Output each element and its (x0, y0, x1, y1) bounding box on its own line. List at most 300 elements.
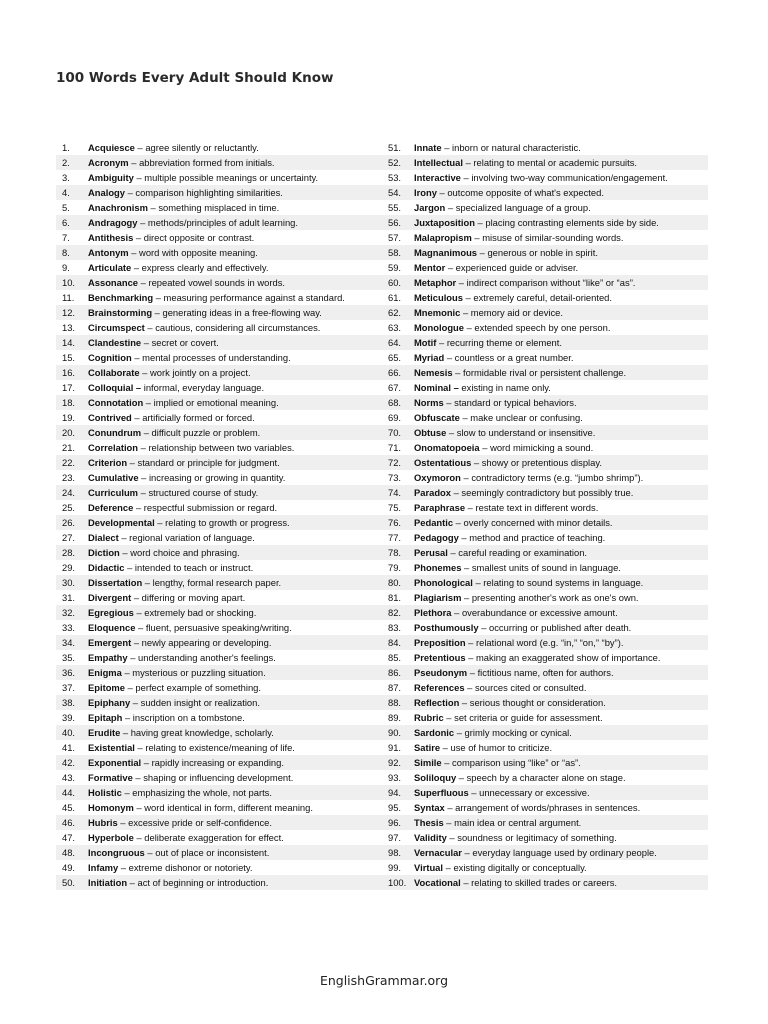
item-term: Exponential (88, 757, 142, 768)
item-definition: – sudden insight or realization. (130, 697, 260, 708)
item-term: Syntax (414, 802, 445, 813)
list-item (382, 815, 708, 830)
item-term: Incongruous (88, 847, 145, 858)
item-number: 71. (388, 442, 402, 453)
list-item (382, 440, 708, 455)
item-term: Diction (88, 547, 120, 558)
item-number: 85. (388, 652, 402, 663)
list-item (382, 140, 708, 155)
item-definition: informal, everyday language. (141, 382, 265, 393)
item-number: 69. (388, 412, 402, 423)
item-definition: – indirect comparison without “like” or “as”. (456, 277, 636, 288)
item-definition: – understanding another's feelings. (127, 652, 276, 663)
item-term: Motif (414, 337, 437, 348)
item-term: Criterion (88, 457, 128, 468)
list-item (56, 620, 382, 635)
item-number: 83. (388, 622, 402, 633)
list-item (56, 215, 382, 230)
item-term: Andragogy (88, 217, 138, 228)
item-term: Jargon (414, 202, 446, 213)
list-item (382, 260, 708, 275)
item-term: Paraphrase (414, 502, 466, 513)
item-number: 51. (388, 142, 402, 153)
item-number: 61. (388, 292, 402, 303)
item-number: 47. (62, 832, 76, 843)
list-item (56, 185, 382, 200)
list-item (56, 230, 382, 245)
list-item (382, 185, 708, 200)
list-item (382, 155, 708, 170)
list-item (382, 500, 708, 515)
list-item (56, 365, 382, 380)
item-term: Obfuscate (414, 412, 460, 423)
item-definition: – relating to existence/meaning of life. (134, 742, 295, 753)
item-term: Curriculum (88, 487, 139, 498)
item-number: 57. (388, 232, 402, 243)
list-item (56, 590, 382, 605)
item-term: Circumspect (88, 322, 145, 333)
item-term: Deference (88, 502, 134, 513)
item-definition: – intended to teach or instruct. (124, 562, 254, 573)
item-number: 53. (388, 172, 402, 183)
item-number: 75. (388, 502, 402, 513)
item-term: Metaphor (414, 277, 457, 288)
list-item (56, 515, 382, 530)
item-definition: – act of beginning or introduction. (127, 877, 269, 888)
item-number: 25. (62, 502, 76, 513)
list-item (382, 470, 708, 485)
list-item (382, 485, 708, 500)
item-term: Colloquial – (88, 382, 142, 393)
item-term: Phonemes (414, 562, 462, 573)
item-definition: – misuse of similar-sounding words. (471, 232, 624, 243)
item-number: 55. (388, 202, 402, 213)
item-definition: – countless or a great number. (444, 352, 574, 363)
item-term: Preposition (414, 637, 466, 648)
item-term: Paradox (414, 487, 451, 498)
item-definition: – extremely bad or shocking. (133, 607, 257, 618)
item-term: Interactive (414, 172, 461, 183)
item-number: 96. (388, 817, 402, 828)
list-item (56, 875, 382, 890)
list-item (382, 620, 708, 635)
item-definition: – regional variation of language. (118, 532, 255, 543)
item-number: 91. (388, 742, 402, 753)
item-term: Epitome (88, 682, 125, 693)
list-item (382, 785, 708, 800)
word-list-right (382, 140, 708, 890)
item-term: Acquiesce (88, 142, 135, 153)
item-number: 42. (62, 757, 76, 768)
item-number: 16. (62, 367, 76, 378)
item-number: 12. (62, 307, 76, 318)
item-number: 74. (388, 487, 402, 498)
list-item (382, 245, 708, 260)
item-term: Correlation (88, 442, 139, 453)
item-number: 67. (388, 382, 402, 393)
list-item (382, 800, 708, 815)
item-number: 33. (62, 622, 76, 633)
item-term: Reflection (414, 697, 460, 708)
item-term: Posthumously (414, 622, 479, 633)
item-term: Vernacular (414, 847, 462, 858)
item-term: Empathy (88, 652, 128, 663)
item-definition: – comparison using “like” or “as”. (441, 757, 581, 768)
list-item (56, 785, 382, 800)
item-definition: – relating to growth or progress. (154, 517, 290, 528)
list-item (382, 170, 708, 185)
item-number: 43. (62, 772, 76, 783)
list-item (56, 560, 382, 575)
item-definition: – making an exaggerated show of importance. (465, 652, 661, 663)
item-term: Erudite (88, 727, 121, 738)
item-definition: – relating to mental or academic pursuits. (462, 157, 638, 168)
item-term: Enigma (88, 667, 122, 678)
item-number: 90. (388, 727, 402, 738)
item-term: Rubric (414, 712, 444, 723)
item-number: 88. (388, 697, 402, 708)
item-number: 97. (388, 832, 402, 843)
item-definition: – contradictory terms (e.g. “jumbo shrimp”). (460, 472, 644, 483)
page-title: 100 Words Every Adult Should Know (56, 70, 334, 86)
list-item (382, 425, 708, 440)
list-item (56, 800, 382, 815)
item-number: 31. (62, 592, 76, 603)
item-number: 94. (388, 787, 402, 798)
list-item (56, 680, 382, 695)
item-term: Validity (414, 832, 447, 843)
item-definition: – set criteria or guide for assessment. (443, 712, 603, 723)
item-definition: – relating to skilled trades or careers. (460, 877, 618, 888)
item-definition: – formidable rival or persistent challenge. (452, 367, 627, 378)
list-item (382, 560, 708, 575)
item-definition: – relationship between two variables. (138, 442, 295, 453)
item-term: Epitaph (88, 712, 123, 723)
list-item (382, 770, 708, 785)
list-item (56, 710, 382, 725)
item-definition: – restate text in different words. (465, 502, 599, 513)
item-definition: – something misplaced in time. (147, 202, 280, 213)
item-term: Initiation (88, 877, 128, 888)
list-item (56, 830, 382, 845)
item-number: 30. (62, 577, 76, 588)
item-number: 63. (388, 322, 402, 333)
item-definition: – differing or moving apart. (131, 592, 246, 603)
item-number: 21. (62, 442, 76, 453)
list-item (56, 470, 382, 485)
item-term: Benchmarking (88, 292, 154, 303)
item-definition: – serious thought or consideration. (459, 697, 606, 708)
item-term: Analogy (88, 187, 125, 198)
list-item (56, 290, 382, 305)
item-term: Plagiarism (414, 592, 462, 603)
list-item (56, 605, 382, 620)
item-term: Pedagogy (414, 532, 459, 543)
item-term: Collaborate (88, 367, 140, 378)
item-definition: – standard or typical behaviors. (443, 397, 577, 408)
item-term: Assonance (88, 277, 139, 288)
item-definition: – make unclear or confusing. (459, 412, 583, 423)
item-number: 10. (62, 277, 76, 288)
item-definition: – existing digitally or conceptually. (443, 862, 587, 873)
item-definition: – comparison highlighting similarities. (124, 187, 283, 198)
item-term: Mnemonic (414, 307, 461, 318)
item-number: 48. (62, 847, 76, 858)
item-definition: – seemingly contradictory but possibly true. (451, 487, 634, 498)
list-item (382, 455, 708, 470)
list-item (382, 350, 708, 365)
list-item (56, 200, 382, 215)
item-number: 39. (62, 712, 76, 723)
item-number: 35. (62, 652, 76, 663)
item-number: 4. (62, 187, 70, 198)
item-term: Nominal – (414, 382, 459, 393)
item-number: 89. (388, 712, 402, 723)
item-definition: – out of place or inconsistent. (144, 847, 270, 858)
item-definition: – everyday language used by ordinary people. (461, 847, 657, 858)
item-term: Hubris (88, 817, 118, 828)
item-definition: existing in name only. (458, 382, 551, 393)
item-term: Mentor (414, 262, 446, 273)
list-item (56, 425, 382, 440)
item-number: 23. (62, 472, 76, 483)
item-definition: – abbreviation formed from initials. (128, 157, 275, 168)
item-number: 27. (62, 532, 76, 543)
item-definition: – overabundance or excessive amount. (451, 607, 618, 618)
item-number: 8. (62, 247, 70, 258)
item-term: Hyperbole (88, 832, 134, 843)
item-term: Divergent (88, 592, 132, 603)
item-definition: – mental processes of understanding. (131, 352, 291, 363)
list-item (56, 500, 382, 515)
item-number: 18. (62, 397, 76, 408)
item-number: 2. (62, 157, 70, 168)
item-definition: – deliberate exaggeration for effect. (133, 832, 284, 843)
item-definition: – use of humor to criticize. (440, 742, 553, 753)
item-number: 5. (62, 202, 70, 213)
item-term: Pseudonym (414, 667, 468, 678)
item-number: 56. (388, 217, 402, 228)
list-item (382, 320, 708, 335)
item-number: 81. (388, 592, 402, 603)
list-item (56, 845, 382, 860)
list-item (382, 335, 708, 350)
item-number: 99. (388, 862, 402, 873)
item-definition: – presenting another's work as one's own. (461, 592, 639, 603)
list-item (382, 395, 708, 410)
item-number: 28. (62, 547, 76, 558)
item-term: Vocational (414, 877, 461, 888)
item-term: Malapropism (414, 232, 472, 243)
item-definition: – unnecessary or excessive. (468, 787, 590, 798)
item-term: Homonym (88, 802, 134, 813)
item-definition: – standard or principle for judgment. (127, 457, 280, 468)
list-item (56, 170, 382, 185)
item-number: 87. (388, 682, 402, 693)
item-term: Innate (414, 142, 442, 153)
item-number: 22. (62, 457, 76, 468)
item-definition: – perfect example of something. (124, 682, 261, 693)
item-term: Superfluous (414, 787, 469, 798)
item-definition: – work jointly on a project. (139, 367, 251, 378)
item-definition: – generating ideas in a free-flowing way. (152, 307, 322, 318)
item-definition: – methods/principles of adult learning. (137, 217, 298, 228)
item-number: 38. (62, 697, 76, 708)
item-number: 98. (388, 847, 402, 858)
item-number: 3. (62, 172, 70, 183)
list-item (382, 590, 708, 605)
list-item (56, 440, 382, 455)
item-number: 46. (62, 817, 76, 828)
item-term: Onomatopoeia (414, 442, 480, 453)
item-definition: – relational word (e.g. “in,” “on,” “by”). (465, 637, 624, 648)
item-term: Sardonic (414, 727, 455, 738)
item-number: 58. (388, 247, 402, 258)
item-number: 49. (62, 862, 76, 873)
item-definition: – difficult puzzle or problem. (141, 427, 261, 438)
list-item (56, 650, 382, 665)
item-term: Ostentatious (414, 457, 472, 468)
item-number: 17. (62, 382, 76, 393)
list-item (56, 380, 382, 395)
item-number: 100. (388, 877, 407, 888)
item-definition: – extreme dishonor or notoriety. (118, 862, 253, 873)
list-item (382, 230, 708, 245)
item-number: 14. (62, 337, 76, 348)
item-definition: – word choice and phrasing. (119, 547, 240, 558)
item-definition: – specialized language of a group. (445, 202, 591, 213)
item-term: Irony (414, 187, 437, 198)
item-definition: – involving two-way communication/engagement. (460, 172, 668, 183)
item-definition: – having great knowledge, scholarly. (120, 727, 274, 738)
item-definition: – experienced guide or adviser. (445, 262, 579, 273)
item-term: Cognition (88, 352, 132, 363)
item-definition: – direct opposite or contrast. (133, 232, 255, 243)
item-definition: – placing contrasting elements side by side. (474, 217, 659, 228)
item-definition: – showy or pretentious display. (471, 457, 602, 468)
item-definition: – fictitious name, often for authors. (467, 667, 614, 678)
list-item (56, 275, 382, 290)
list-item (382, 650, 708, 665)
list-item (382, 410, 708, 425)
list-item (56, 245, 382, 260)
item-definition: – grimly mocking or cynical. (454, 727, 572, 738)
item-term: Existential (88, 742, 135, 753)
list-item (56, 815, 382, 830)
item-term: Ambiguity (88, 172, 134, 183)
item-number: 64. (388, 337, 402, 348)
item-term: Acronym (88, 157, 129, 168)
list-item (56, 770, 382, 785)
item-definition: – outcome opposite of what's expected. (436, 187, 604, 198)
item-term: Pedantic (414, 517, 454, 528)
item-term: Didactic (88, 562, 125, 573)
item-definition: – newly appearing or developing. (131, 637, 272, 648)
item-definition: – express clearly and effectively. (131, 262, 269, 273)
item-term: Emergent (88, 637, 132, 648)
item-definition: – overly concerned with minor details. (453, 517, 613, 528)
item-definition: – sources cited or consulted. (464, 682, 587, 693)
item-number: 24. (62, 487, 76, 498)
item-number: 11. (62, 292, 75, 303)
item-definition: – relating to sound systems in language. (472, 577, 644, 588)
item-number: 44. (62, 787, 76, 798)
item-number: 13. (62, 322, 76, 333)
item-definition: – soundness or legitimacy of something. (446, 832, 617, 843)
item-definition: – word with opposite meaning. (128, 247, 258, 258)
list-item (382, 680, 708, 695)
item-number: 34. (62, 637, 76, 648)
item-definition: – memory aid or device. (460, 307, 564, 318)
item-definition: – word mimicking a sound. (479, 442, 594, 453)
item-term: Clandestine (88, 337, 142, 348)
list-item (56, 740, 382, 755)
item-definition: – word identical in form, different meaning. (133, 802, 313, 813)
list-item (382, 755, 708, 770)
item-definition: – extremely careful, detail-oriented. (462, 292, 612, 303)
item-term: Developmental (88, 517, 155, 528)
item-number: 9. (62, 262, 70, 273)
item-term: Obtuse (414, 427, 447, 438)
item-definition: – excessive pride or self-confidence. (117, 817, 272, 828)
item-definition: – slow to understand or insensitive. (446, 427, 596, 438)
item-number: 65. (388, 352, 402, 363)
item-definition: – emphasizing the whole, not parts. (121, 787, 272, 798)
item-number: 50. (62, 877, 76, 888)
list-item (382, 875, 708, 890)
item-term: Phonological (414, 577, 473, 588)
item-number: 20. (62, 427, 76, 438)
item-term: Simile (414, 757, 442, 768)
item-definition: – shaping or influencing development. (132, 772, 294, 783)
item-number: 45. (62, 802, 76, 813)
item-number: 40. (62, 727, 76, 738)
item-number: 92. (388, 757, 402, 768)
item-number: 84. (388, 637, 402, 648)
item-term: Infamy (88, 862, 119, 873)
item-number: 78. (388, 547, 402, 558)
list-item (56, 725, 382, 740)
item-term: Plethora (414, 607, 452, 618)
list-item (382, 830, 708, 845)
item-number: 32. (62, 607, 76, 618)
footer-site-name: EnglishGrammar.org (319, 973, 449, 988)
list-item (382, 725, 708, 740)
item-definition: – implied or emotional meaning. (143, 397, 279, 408)
item-number: 37. (62, 682, 76, 693)
item-definition: – speech by a character alone on stage. (456, 772, 626, 783)
item-definition: – mysterious or puzzling situation. (121, 667, 266, 678)
item-number: 79. (388, 562, 402, 573)
item-term: Holistic (88, 787, 122, 798)
item-definition: – smallest units of sound in language. (461, 562, 621, 573)
list-item (56, 530, 382, 545)
list-item (56, 485, 382, 500)
list-item (382, 380, 708, 395)
item-number: 52. (388, 157, 402, 168)
item-number: 1. (62, 142, 70, 153)
item-term: Articulate (88, 262, 132, 273)
item-term: Pretentious (414, 652, 466, 663)
item-term: Epiphany (88, 697, 131, 708)
list-item (382, 665, 708, 680)
item-definition: – cautious, considering all circumstances. (144, 322, 321, 333)
item-definition: – extended speech by one person. (464, 322, 611, 333)
list-item (56, 545, 382, 560)
item-number: 70. (388, 427, 402, 438)
item-term: Formative (88, 772, 133, 783)
list-item (56, 410, 382, 425)
